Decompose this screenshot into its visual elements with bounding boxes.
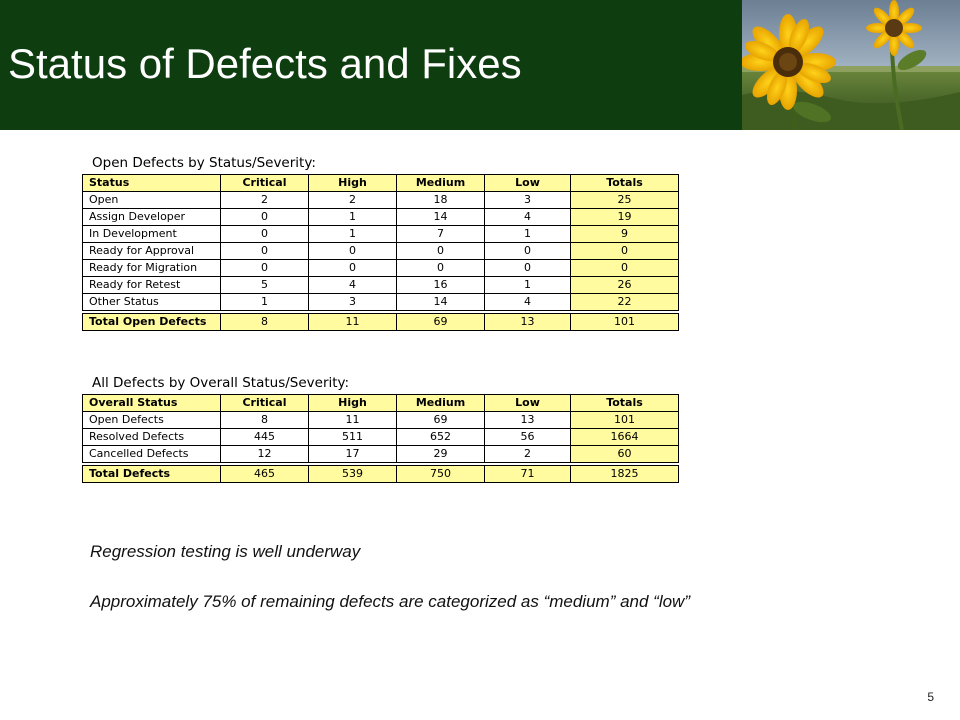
cell: 13 (485, 412, 571, 429)
row-total: 9 (571, 226, 679, 243)
slide-notes (90, 540, 690, 640)
open-defects-section (82, 152, 678, 331)
page-number: 5 (927, 690, 934, 704)
row-label: Ready for Retest (83, 277, 221, 294)
note-remaining-defects: Approximately 75% of remaining defects are categorized as “medium” and “low” (90, 592, 690, 611)
cell: 12 (221, 446, 309, 463)
grand-total: 101 (571, 314, 679, 331)
cell: 0 (397, 260, 485, 277)
table-row (83, 260, 679, 277)
cell: 539 (309, 466, 397, 483)
cell: 11 (309, 412, 397, 429)
cell: 13 (485, 314, 571, 331)
cell: 29 (397, 446, 485, 463)
cell: 1 (309, 226, 397, 243)
cell: 0 (309, 243, 397, 260)
total-label: Total Open Defects (83, 314, 221, 331)
all-defects-table (82, 394, 679, 483)
cell: 14 (397, 209, 485, 226)
header-high: High (309, 395, 397, 412)
cell: 1 (309, 209, 397, 226)
cell: 652 (397, 429, 485, 446)
table-row (83, 412, 679, 429)
table-row (83, 446, 679, 463)
cell: 2 (309, 192, 397, 209)
row-total: 1664 (571, 429, 679, 446)
note-regression: Regression testing is well underway (90, 542, 361, 561)
header-overall-status: Overall Status (83, 395, 221, 412)
table-row (83, 243, 679, 260)
cell: 3 (485, 192, 571, 209)
all-defects-title: All Defects by Overall Status/Severity: (92, 375, 350, 391)
row-total: 22 (571, 294, 679, 311)
row-label: Cancelled Defects (83, 446, 221, 463)
header-low: Low (485, 175, 571, 192)
header-critical: Critical (221, 175, 309, 192)
cell: 5 (221, 277, 309, 294)
table-row (83, 429, 679, 446)
header-totals: Totals (571, 175, 679, 192)
cell: 4 (485, 209, 571, 226)
row-label: In Development (83, 226, 221, 243)
cell: 14 (397, 294, 485, 311)
table-row (83, 226, 679, 243)
sunflower-field-photo (742, 0, 960, 130)
header-totals: Totals (571, 395, 679, 412)
header-low: Low (485, 395, 571, 412)
grand-total: 1825 (571, 466, 679, 483)
table-row (83, 209, 679, 226)
row-label: Assign Developer (83, 209, 221, 226)
row-total: 0 (571, 243, 679, 260)
table-total-row (83, 314, 679, 331)
cell: 0 (485, 260, 571, 277)
cell: 1 (485, 277, 571, 294)
header-high: High (309, 175, 397, 192)
table-row (83, 294, 679, 311)
cell: 0 (221, 226, 309, 243)
slide-title: Status of Defects and Fixes (8, 40, 522, 87)
cell: 465 (221, 466, 309, 483)
row-label: Resolved Defects (83, 429, 221, 446)
row-total: 26 (571, 277, 679, 294)
cell: 3 (309, 294, 397, 311)
cell: 445 (221, 429, 309, 446)
cell: 1 (485, 226, 571, 243)
cell: 4 (485, 294, 571, 311)
cell: 4 (309, 277, 397, 294)
cell: 7 (397, 226, 485, 243)
cell: 0 (485, 243, 571, 260)
open-defects-title: Open Defects by Status/Severity: (92, 155, 316, 171)
cell: 17 (309, 446, 397, 463)
cell: 1 (221, 294, 309, 311)
cell: 2 (485, 446, 571, 463)
slide-header (0, 0, 960, 130)
cell: 0 (309, 260, 397, 277)
row-total: 19 (571, 209, 679, 226)
cell: 71 (485, 466, 571, 483)
header-status: Status (83, 175, 221, 192)
table-total-row (83, 466, 679, 483)
cell: 18 (397, 192, 485, 209)
cell: 69 (397, 412, 485, 429)
table-row (83, 277, 679, 294)
header-critical: Critical (221, 395, 309, 412)
cell: 69 (397, 314, 485, 331)
table-header-row (83, 395, 679, 412)
total-label: Total Defects (83, 466, 221, 483)
header-medium: Medium (397, 395, 485, 412)
cell: 56 (485, 429, 571, 446)
cell: 0 (221, 243, 309, 260)
row-label: Open (83, 192, 221, 209)
header-medium: Medium (397, 175, 485, 192)
cell: 0 (221, 260, 309, 277)
cell: 16 (397, 277, 485, 294)
row-total: 60 (571, 446, 679, 463)
cell: 750 (397, 466, 485, 483)
row-label: Other Status (83, 294, 221, 311)
row-label: Ready for Approval (83, 243, 221, 260)
cell: 8 (221, 314, 309, 331)
cell: 8 (221, 412, 309, 429)
table-row (83, 192, 679, 209)
row-total: 101 (571, 412, 679, 429)
row-label: Open Defects (83, 412, 221, 429)
open-defects-table (82, 174, 679, 331)
row-total: 25 (571, 192, 679, 209)
cell: 511 (309, 429, 397, 446)
table-header-row (83, 175, 679, 192)
cell: 11 (309, 314, 397, 331)
row-total: 0 (571, 260, 679, 277)
cell: 0 (221, 209, 309, 226)
cell: 2 (221, 192, 309, 209)
all-defects-section (82, 372, 678, 483)
row-label: Ready for Migration (83, 260, 221, 277)
cell: 0 (397, 243, 485, 260)
